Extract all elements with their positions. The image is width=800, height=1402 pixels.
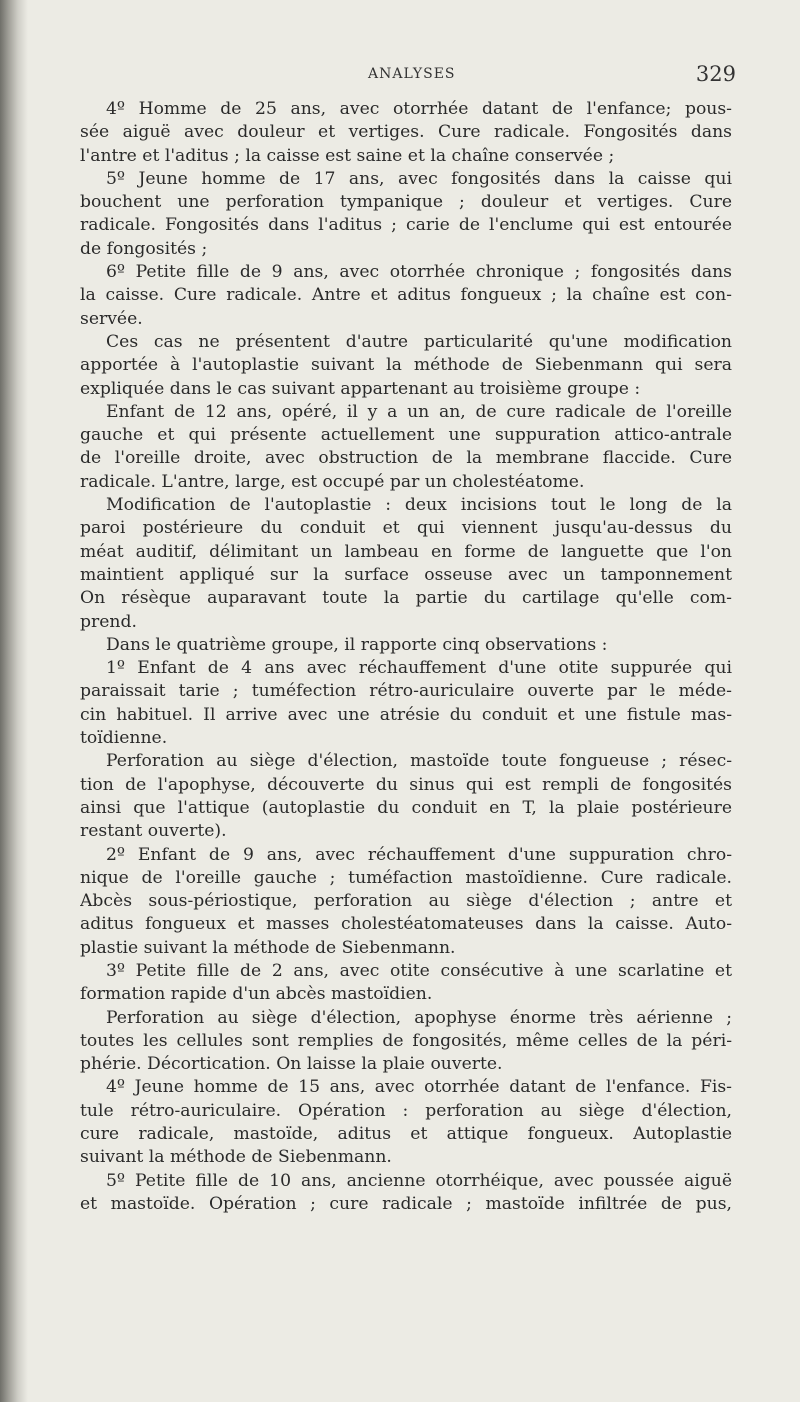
text-line: toutes les cellules sont remplies de fongosités, même celles de la péri- (80, 1030, 732, 1051)
text-line: tule rétro-auriculaire. Opération : perforation au siège d'élection, (80, 1100, 732, 1121)
text-line: cure radicale, mastoïde, aditus et attique fongueux. Autoplastie (80, 1124, 732, 1145)
text-line: formation rapide d'un abcès mastoïdien. (80, 984, 433, 1005)
text-line: Abcès sous-périostique, perforation au siège d'élection ; antre et (80, 891, 732, 912)
text-line: servée. (80, 308, 143, 329)
text-line: 1º Enfant de 4 ans avec réchauffement d'une otite suppurée qui (106, 658, 732, 679)
text-line: et mastoïde. Opération ; cure radicale ; mastoïde infiltrée de pus, (80, 1193, 732, 1214)
text-line: nique de l'oreille gauche ; tuméfaction mastoïdienne. Cure radicale. (80, 867, 732, 888)
text-line: restant ouverte). (80, 821, 227, 842)
text-line: de fongosités ; (80, 238, 208, 259)
page-header (80, 62, 740, 88)
text-line: radicale. L'antre, large, est occupé par un cholestéatome. (80, 471, 585, 492)
text-line: Perforation au siège d'élection, mastoïde toute fongueuse ; résec- (106, 751, 732, 772)
text-line: expliquée dans le cas suivant appartenant au troisième groupe : (80, 378, 641, 399)
text-line: 2º Enfant de 9 ans, avec réchauffement d'une suppuration chro- (106, 844, 732, 865)
text-line: 3º Petite fille de 2 ans, avec otite consécutive à une scarlatine et (106, 960, 732, 981)
text-line: On résèque auparavant toute la partie du cartilage qu'elle com- (80, 588, 732, 609)
text-line: méat auditif, délimitant un lambeau en forme de languette que l'on (80, 541, 732, 562)
text-line: cin habituel. Il arrive avec une atrésie du conduit et une fistule mas- (80, 704, 732, 725)
text-line: ainsi que l'attique (autoplastie du conduit en T, la plaie postérieure (80, 797, 732, 818)
text-line: bouchent une perforation tympanique ; douleur et vertiges. Cure (80, 192, 732, 213)
text-line: de l'oreille droite, avec obstruction de la membrane flaccide. Cure (80, 448, 732, 469)
running-title: ANALYSES (368, 66, 456, 82)
text-line: 6º Petite fille de 9 ans, avec otorrhée chronique ; fongosités dans (106, 262, 732, 283)
text-line: Ces cas ne présentent d'autre particularité qu'une modification (106, 331, 732, 352)
page-number: 329 (695, 62, 736, 86)
text-line: Modification de l'autoplastie : deux incisions tout le long de la (106, 495, 732, 516)
text-line: sée aiguë avec douleur et vertiges. Cure radicale. Fongosités dans (80, 122, 732, 143)
text-line: suivant la méthode de Siebenmann. (80, 1147, 392, 1168)
text-line: Dans le quatrième groupe, il rapporte cinq observations : (106, 634, 608, 655)
text-line: plastie suivant la méthode de Siebenmann. (80, 937, 456, 958)
text-line: phérie. Décortication. On laisse la plaie ouverte. (80, 1054, 503, 1075)
text-line: tion de l'apophyse, découverte du sinus qui est rempli de fongosités (80, 774, 732, 795)
text-line: la caisse. Cure radicale. Antre et aditus fongueux ; la chaîne est con- (80, 285, 732, 306)
text-line: toïdienne. (80, 728, 168, 749)
text-line: prend. (80, 611, 137, 632)
text-line: radicale. Fongosités dans l'aditus ; carie de l'enclume qui est entourée (80, 215, 732, 236)
text-line: l'antre et l'aditus ; la caisse est saine et la chaîne conservée ; (80, 145, 615, 166)
body-text (80, 98, 732, 1216)
text-line: aditus fongueux et masses cholestéatomateuses dans la caisse. Auto- (80, 914, 732, 935)
page-binding-shadow (0, 0, 28, 1402)
text-line: paraissait tarie ; tuméfection rétro-auriculaire ouverte par le méde- (80, 681, 732, 702)
text-line: 5º Jeune homme de 17 ans, avec fongosités dans la caisse qui (106, 168, 732, 189)
text-line: maintient appliqué sur la surface osseuse avec un tamponnement (80, 564, 732, 585)
text-line: Enfant de 12 ans, opéré, il y a un an, de cure radicale de l'oreille (106, 401, 732, 422)
text-line: gauche et qui présente actuellement une suppuration attico-antrale (80, 425, 732, 446)
text-line: 5º Petite fille de 10 ans, ancienne otorrhéique, avec poussée aiguë (106, 1170, 732, 1191)
text-line: 4º Jeune homme de 15 ans, avec otorrhée datant de l'enfance. Fis- (106, 1077, 732, 1098)
text-line: apportée à l'autoplastie suivant la méthode de Siebenmann qui sera (80, 355, 732, 376)
text-line: 4º Homme de 25 ans, avec otorrhée datant de l'enfance; pous- (106, 99, 732, 119)
text-line: paroi postérieure du conduit et qui viennent jusqu'au-dessus du (80, 518, 732, 539)
text-line: Perforation au siège d'élection, apophyse énorme très aérienne ; (106, 1007, 732, 1028)
